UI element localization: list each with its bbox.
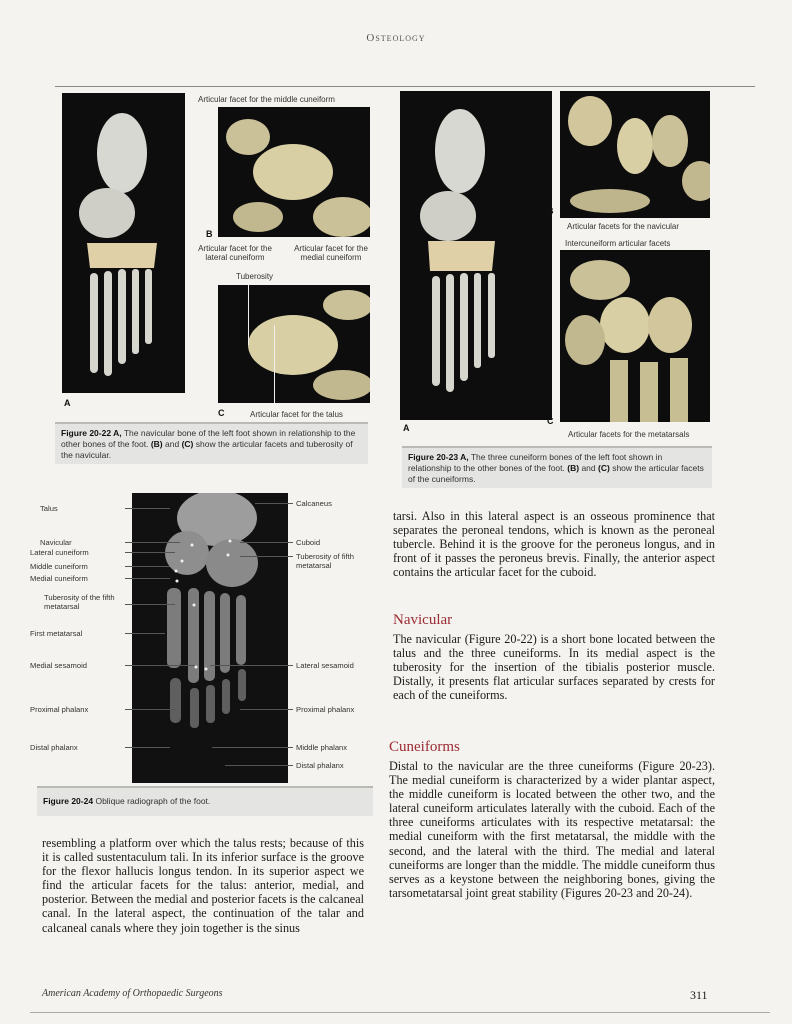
- left-column-paragraph: resembling a platform over which the talus rests; because of this it is called sustentaculum tali. In its inferior surface is the groove for the flexor hallucis longus tendon. In its superior aspect we find the articular facets for the talus: anterior, medial, and posterior. Between the medial and posterior facets is the calcaneal canal. In the lateral aspect, the continuation of the talar and calcaneal canals where they join together is the sinus: [42, 836, 364, 935]
- fig22-label-middle-cuneiform: Articular facet for the middle cuneiform: [198, 95, 335, 104]
- navicular-proximal-photo: [218, 285, 370, 403]
- xray-label-calcaneus: Calcaneus: [296, 499, 332, 508]
- leader-line: [125, 542, 180, 543]
- fig22-caption-b: (B): [150, 439, 163, 449]
- fig23-caption-and: and: [581, 463, 596, 473]
- foot-skeleton-illustration: [62, 93, 185, 393]
- fig24-caption-text: Oblique radiograph of the foot.: [95, 796, 211, 806]
- leader-line: [125, 508, 170, 509]
- leader-line: [225, 765, 293, 766]
- fig23-caption-b: (B): [567, 463, 580, 473]
- section-heading-cuneiforms: Cuneiforms: [389, 739, 460, 755]
- fig23-label-intercuneiform: Intercuneiform articular facets: [565, 239, 671, 248]
- leader-line: [125, 578, 170, 579]
- fig22-photo-b: [218, 107, 370, 237]
- fig23-label-metatarsal-facets: Articular facets for the metatarsals: [568, 430, 690, 439]
- xray-label-tuberosity-fifth-metatarsal-right: Tuberosity of fifth metatarsal: [296, 552, 354, 570]
- fig23-caption-end: show the articular facets of the cuneiforms.: [408, 463, 704, 484]
- fig23-panel-c-label: C: [547, 416, 554, 426]
- fig22-caption-c: (C): [181, 439, 194, 449]
- right-column-paragraph-1: tarsi. Also in this lateral aspect is an osseous prominence that separates the peroneal tendons, which is known as the peroneal tubercle. Behind it is the groove for the peroneus longus, and in front of it passes the peroneus brevis. Finally, the anterior aspect contains the articular facet for the cuboid.: [393, 509, 715, 580]
- fig22-caption-id: Figure 20-22 A,: [61, 428, 122, 438]
- fig23-photo-c: [560, 250, 710, 422]
- fig23-caption-c: (C): [598, 463, 610, 473]
- fig23-caption-id: Figure 20-23 A,: [408, 452, 469, 462]
- xray-label-middle-cuneiform: Middle cuneiform: [30, 562, 88, 571]
- fig23-photo-b: [560, 91, 710, 218]
- xray-label-proximal-phalanx-right: Proximal phalanx: [296, 705, 355, 714]
- leader-line: [240, 542, 293, 543]
- fig22-caption: [55, 422, 368, 464]
- leader-line: [212, 747, 293, 748]
- xray-label-proximal-phalanx-left: Proximal phalanx: [30, 705, 89, 714]
- leader-line: [125, 604, 175, 605]
- cuneiforms-distal-photo: [560, 91, 710, 218]
- foot-skeleton-illustration: [400, 91, 552, 420]
- leader-line: [125, 633, 165, 634]
- page-number: 311: [690, 988, 708, 1002]
- fig22-caption-end: show the articular facets and tuberosity of the navicular.: [61, 439, 353, 460]
- fig22-caption-text: The navicular bone of the left foot shown in relationship to the other bones of the foot.: [61, 428, 356, 449]
- xray-label-distal-phalanx-left: Distal phalanx: [30, 743, 78, 752]
- section-heading-navicular: Navicular: [393, 612, 453, 628]
- top-rule: [55, 86, 755, 87]
- running-head: Osteology: [366, 32, 426, 44]
- xray-label-lateral-cuneiform: Lateral cuneiform: [30, 548, 89, 557]
- fig22-label-talus-facet: Articular facet for the talus: [250, 410, 343, 419]
- fig23-panel-b-label: B: [547, 206, 554, 216]
- fig22-photo-a: [62, 93, 185, 393]
- leader-line: [125, 566, 170, 567]
- fig23-label-navicular-facets: Articular facets for the navicular: [567, 222, 680, 231]
- fig22-photo-c: [218, 285, 370, 403]
- leader-line: [125, 665, 195, 666]
- fig22-label-tuberosity: Tuberosity: [236, 272, 274, 281]
- fig23-caption-text: The three cuneiform bones of the left foot shown in relationship to the other bones of the foot.: [408, 452, 663, 473]
- footer-publisher: American Academy of Orthopaedic Surgeons: [42, 988, 223, 999]
- fig22-label-medial-cuneiform: Articular facet for the medial cuneiform: [294, 244, 368, 262]
- xray-label-medial-cuneiform: Medial cuneiform: [30, 574, 88, 583]
- leader-line: [125, 552, 175, 553]
- xray-label-cuboid: Cuboid: [296, 538, 321, 547]
- xray-label-talus: Talus: [40, 504, 58, 513]
- foot-radiograph-image: [132, 493, 288, 783]
- cuneiforms-proximal-photo: [560, 250, 710, 422]
- leader-line: [125, 709, 175, 710]
- cuneiforms-paragraph: Distal to the navicular are the three cuneiforms (Figure 20-23). The medial cuneiform is characterized by a wider plantar aspect, the middle cuneiform is located between the other two, and the lateral cuneiform articulates laterally with the cuboid. Each of the three cuneiforms articulates with its respective metatarsal: the medial cuneiform with the first metatarsal, the middle with the second, and the lateral with the third. The medial and lateral cuneiforms are longer than the middle. The middle cuneiform thus serves as a keystone between the neighboring bones, giving the tarsometatarsal joint great stability (Figures 20-23 and 20-24).: [389, 759, 715, 900]
- leader-line: [210, 665, 293, 666]
- xray-label-middle-phalanx: Middle phalanx: [296, 743, 348, 752]
- fig23-caption: [402, 446, 712, 488]
- fig22-label-lateral-cuneiform: Articular facet for the lateral cuneiform: [198, 244, 272, 262]
- xray-label-lateral-sesamoid: Lateral sesamoid: [296, 661, 354, 670]
- xray-label-tuberosity-fifth-metatarsal: Tuberosity of the fifth metatarsal: [44, 593, 115, 611]
- xray-label-navicular: Navicular: [40, 538, 72, 547]
- navicular-bone-photo: [218, 107, 370, 237]
- fig22-caption-and: and: [165, 439, 180, 449]
- fig22-panel-b-label: B: [206, 229, 213, 239]
- fig22-panel-a-label: A: [64, 398, 71, 408]
- leader-line: [125, 747, 170, 748]
- leader-line: [240, 709, 293, 710]
- xray-label-first-metatarsal: First metatarsal: [30, 629, 83, 638]
- leader-line: [240, 556, 293, 557]
- fig24-caption: [37, 786, 373, 816]
- fig24-caption-id: Figure 20-24: [43, 796, 94, 806]
- leader-line: [255, 503, 293, 504]
- navicular-paragraph: The navicular (Figure 20-22) is a short bone located between the talus and the three cuneiforms. In its medial aspect is the tuberosity for the insertion of the tibialis posterior muscle. Distally, it presents flat articular surfaces separated by crests for each of the cuneiforms.: [393, 632, 715, 703]
- bottom-rule: [30, 1012, 770, 1013]
- fig23-photo-a: [400, 91, 552, 420]
- fig23-panel-a-label: A: [403, 423, 410, 433]
- fig22-panel-c-label: C: [218, 408, 225, 418]
- xray-label-distal-phalanx-right: Distal phalanx: [296, 761, 344, 770]
- fig24-radiograph: [132, 493, 288, 783]
- xray-label-medial-sesamoid: Medial sesamoid: [30, 661, 87, 670]
